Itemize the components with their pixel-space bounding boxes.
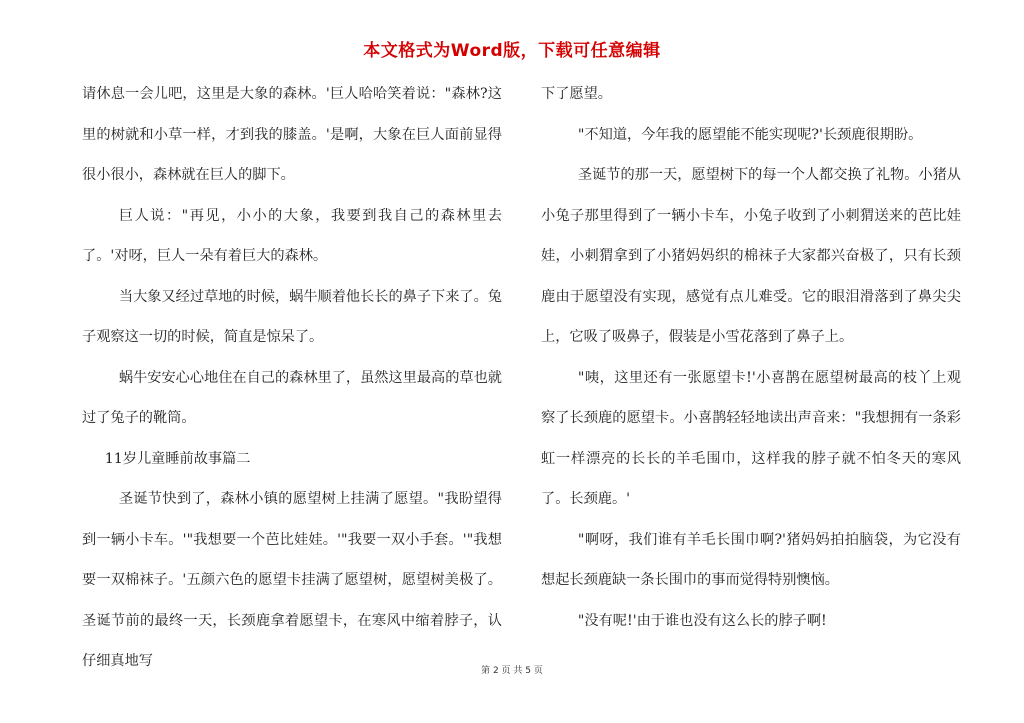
paragraph: 巨人说："再见，小小的大象，我要到我自己的森林里去了。'对呀，巨人一朵有着巨大的森林。 [82, 207, 502, 264]
paragraph: 下了愿望。 [541, 86, 612, 102]
paragraph: "咦，这里还有一张愿望卡!'小喜鹊在愿望树最高的枝丫上观察了长颈鹿的愿望卡。小喜鹊轻轻地读出声音来："我想拥有一条彩虹一样漂亮的长长的羊毛围巾，这样我的脖子就不怕冬天的寒风了。长颈鹿。' [541, 369, 961, 507]
page-number: 第 2 页 共 5 页 [481, 666, 543, 676]
word-format-banner: 本文格式为Word版，下载可任意编辑 [363, 41, 661, 61]
paragraph: 请休息一会儿吧，这里是大象的森林。'巨人哈哈笑着说："森林?这里的树就和小草一样，才到我的膝盖。'是啊，大象在巨人面前显得很小很小，森林就在巨人的脚下。 [82, 86, 502, 183]
paragraph: 圣诞节的那一天，愿望树下的每一个人都交换了礼物。小猪从小兔子那里得到了一辆小卡车，小兔子收到了小刺猬送来的芭比娃娃，小刺猬拿到了小猪妈妈织的棉袜子大家都兴奋极了，只有长颈鹿由于愿望没有实现，感觉有点儿难受。它的眼泪滑落到了鼻尖尖上，它吸了吸鼻子，假装是小雪花落到了鼻子上。 [541, 167, 961, 345]
paragraph: "啊呀，我们谁有羊毛长围巾啊?'猪妈妈拍拍脑袋，为它没有想起长颈鹿缺一条长围巾的事而觉得特别懊恼。 [541, 531, 961, 588]
right-text-column [541, 74, 961, 641]
paragraph: 蜗牛安安心心地住在自己的森林里了，虽然这里最高的草也就过了兔子的靴筒。 [82, 369, 502, 426]
paragraph: 圣诞节快到了，森林小镇的愿望树上挂满了愿望。"我盼望得到一辆小卡车。'"我想要一个芭比娃娃。'"我要一双小手套。'"我想要一双棉袜子。'五颜六色的愿望卡挂满了愿望树，愿望树美极了。圣诞节前的最终一天，长颈鹿拿着愿望卡，在寒风中缩着脖子，认仔细真地写 [82, 491, 502, 669]
paragraph: "没有呢!'由于谁也没有这么长的脖子啊! [577, 612, 827, 629]
section-heading: 11岁儿童睡前故事篇二 [104, 450, 251, 467]
paragraph: 当大象又经过草地的时候，蜗牛顺着他长长的鼻子下来了。兔子观察这一切的时候，简直是惊呆了。 [82, 288, 502, 345]
left-text-column [82, 74, 502, 682]
paragraph: "不知道，今年我的愿望能不能实现呢?'长颈鹿很期盼。 [577, 126, 923, 143]
